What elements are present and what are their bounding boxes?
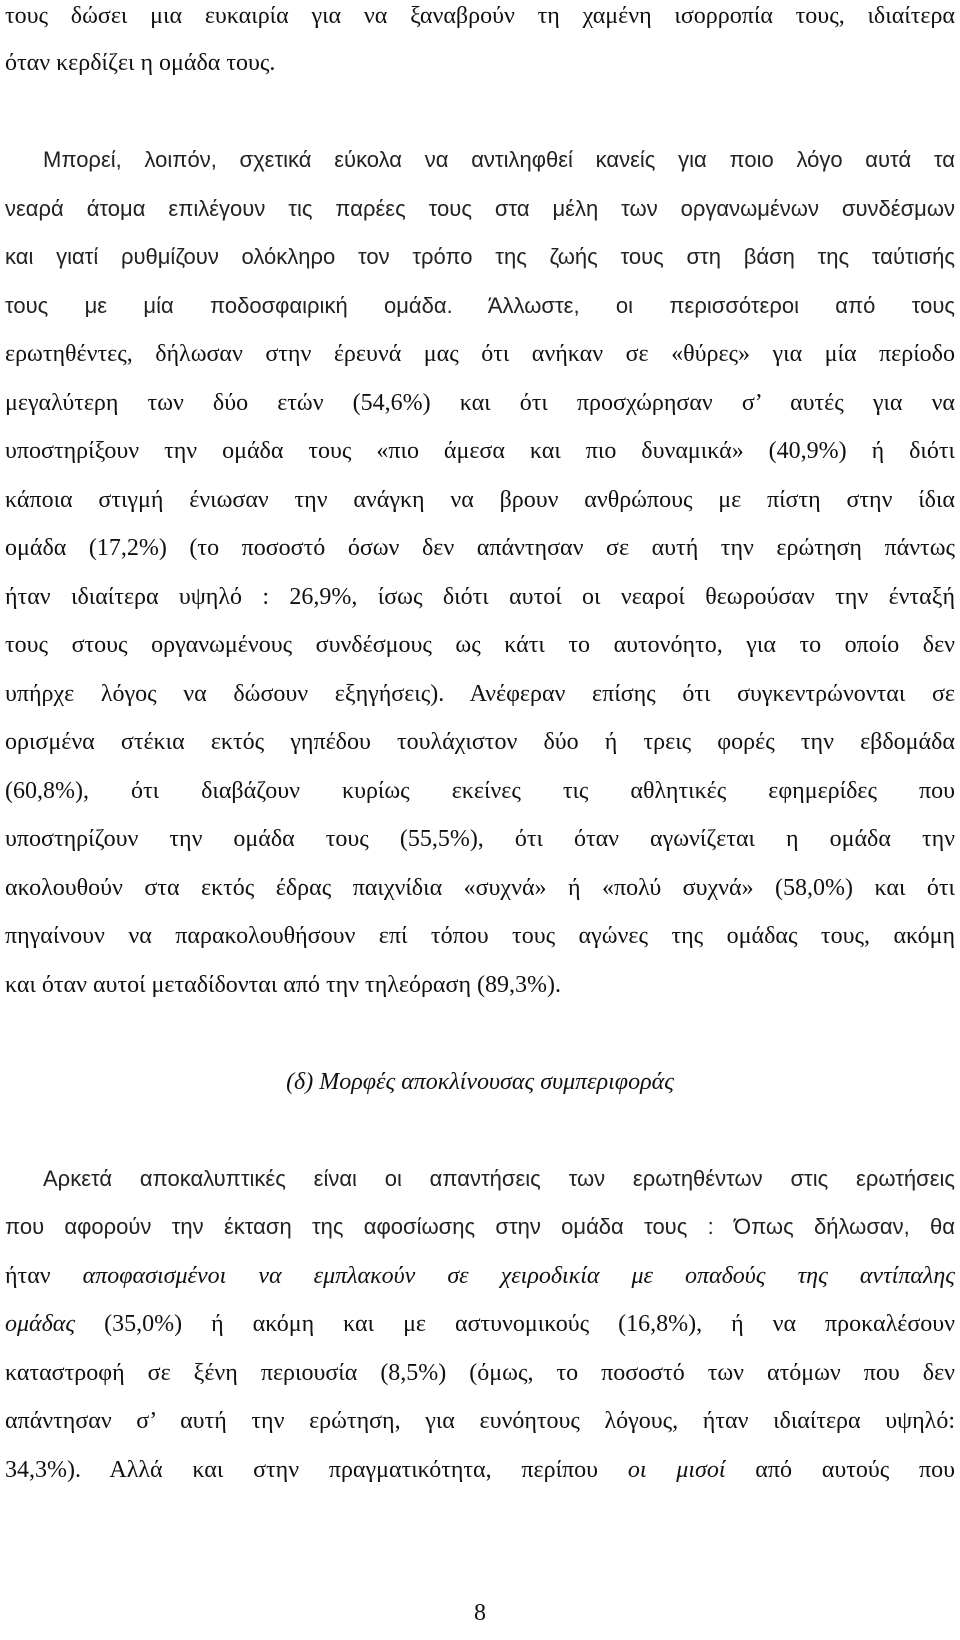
section-heading — [5, 1067, 955, 1097]
paragraph-3-line-4-plain: (35,0%) ή ακόμη και με αστυνομικούς (16,8%), ή να προκαλέσουν — [75, 1311, 955, 1337]
page-number: 8 — [474, 1600, 486, 1626]
paragraph-3-line-7-plain-a: 34,3%). Αλλά και στην πραγματικότητα, περίπου — [5, 1457, 628, 1483]
paragraph-3-line-4-italic: ομάδας — [5, 1311, 76, 1337]
paragraph-2-line-10: ήταν ιδιαίτερα υψηλό : 26,9%, ίσως διότι αυτοί οι νεαροί θεωρούσαν την ένταξή — [5, 584, 955, 610]
paragraph-2-line-17: πηγαίνουν να παρακολουθήσουν επί τόπου τους αγώνες της ομάδας τους, ακόμη — [5, 923, 955, 949]
paragraph-2-line-7: υποστηρίξουν την ομάδα τους «πιο άμεσα και πιο δυναμικά» (40,9%) ή διότι — [5, 438, 955, 464]
paragraph-2-line-14: (60,8%), ότι διαβάζουν κυρίως εκείνες τις αθλητικές εφημερίδες που — [5, 778, 955, 804]
paragraph-2-line-12: υπήρχε λόγος να δώσουν εξηγήσεις). Ανέφεραν επίσης ότι συγκεντρώνονται σε — [5, 681, 955, 707]
paragraph-3-line-7 — [5, 1455, 955, 1485]
paragraph-2-line-3: και γιατί ρυθμίζουν ολόκληρο τον τρόπο της ζωής τους στη βάση της ταύτισής — [5, 244, 955, 269]
paragraph-3-line-1: Αρκετά αποκαλυπτικές είναι οι απαντήσεις των ερωτηθέντων στις ερωτήσεις — [43, 1166, 955, 1191]
paragraph-2-line-18: και όταν αυτοί μεταδίδονται από την τηλεόραση (89,3%). — [5, 972, 561, 998]
paragraph-2-line-2: νεαρά άτομα επιλέγουν τις παρέες τους στα μέλη των οργανωμένων συνδέσμων — [5, 196, 955, 221]
paragraph-2-line-6: μεγαλύτερη των δύο ετών (54,6%) και ότι προσχώρησαν σ’ αυτές για να — [5, 390, 955, 416]
paragraph-3-line-7-italic: οι μισοί — [627, 1457, 726, 1483]
paragraph-2-line-15: υποστηρίζουν την ομάδα τους (55,5%), ότι όταν αγωνίζεται η ομάδα την — [5, 826, 955, 852]
paragraph-1-line-2: όταν κερδίζει η ομάδα τους. — [5, 50, 276, 76]
paragraph-2-line-4: τους με μία ποδοσφαιρική ομάδα. Άλλωστε, οι περισσότεροι από τους — [5, 293, 955, 318]
paragraph-1-line-1: τους δώσει μια ευκαιρία για να ξαναβρούν τη χαμένη ισορροπία τους, ιδιαίτερα — [5, 3, 955, 29]
paragraph-3-line-4 — [5, 1309, 955, 1339]
paragraph-2-line-1: Μπορεί, λοιπόν, σχετικά εύκολα να αντιληφθεί κανείς για ποιο λόγο αυτά τα — [43, 147, 955, 172]
paragraph-2-line-8: κάποια στιγμή ένιωσαν την ανάγκη να βρουν ανθρώπους με πίστη στην ίδια — [5, 487, 955, 513]
paragraph-3-line-6: απάντησαν σ’ αυτή την ερώτηση, για ευνόητους λόγους, ήταν ιδιαίτερα υψηλό: — [5, 1408, 955, 1434]
paragraph-3-line-3-plain: ήταν — [5, 1263, 83, 1289]
paragraph-2-line-13: ορισμένα στέκια εκτός γηπέδου τουλάχιστον δύο ή τρεις φορές την εβδομάδα — [5, 729, 955, 755]
paragraph-3-line-3-italic: αποφασισμένοι να εμπλακούν σε χειροδικία με οπαδούς της αντίπαλης — [82, 1263, 955, 1289]
paragraph-2-line-5: ερωτηθέντες, δήλωσαν στην έρευνά μας ότι ανήκαν σε «θύρες» για μία περίοδο — [5, 341, 955, 367]
paragraph-2-line-11: τους στους οργανωμένους συνδέσμους ως κάτι το αυτονόητο, για το οποίο δεν — [5, 632, 955, 658]
paragraph-2-line-16: ακολουθούν στα εκτός έδρας παιχνίδια «συχνά» ή «πολύ συχνά» (58,0%) και ότι — [5, 875, 955, 901]
paragraph-3-line-2: που αφορούν την έκταση της αφοσίωσης στην ομάδα τους : Όπως δήλωσαν, θα — [5, 1214, 955, 1239]
paragraph-3-line-5: καταστροφή σε ξένη περιουσία (8,5%) (όμως, το ποσοστό των ατόμων που δεν — [5, 1360, 955, 1386]
paragraph-3-line-7-plain-b: από αυτούς που — [725, 1457, 956, 1483]
paragraph-3-line-3 — [5, 1261, 955, 1291]
section-heading-text: (δ) Μορφές αποκλίνουσας συμπεριφοράς — [286, 1069, 674, 1095]
paragraph-2-line-9: ομάδα (17,2%) (το ποσοστό όσων δεν απάντησαν σε αυτή την ερώτηση πάντως — [5, 535, 955, 561]
document-page — [5, 0, 955, 1640]
